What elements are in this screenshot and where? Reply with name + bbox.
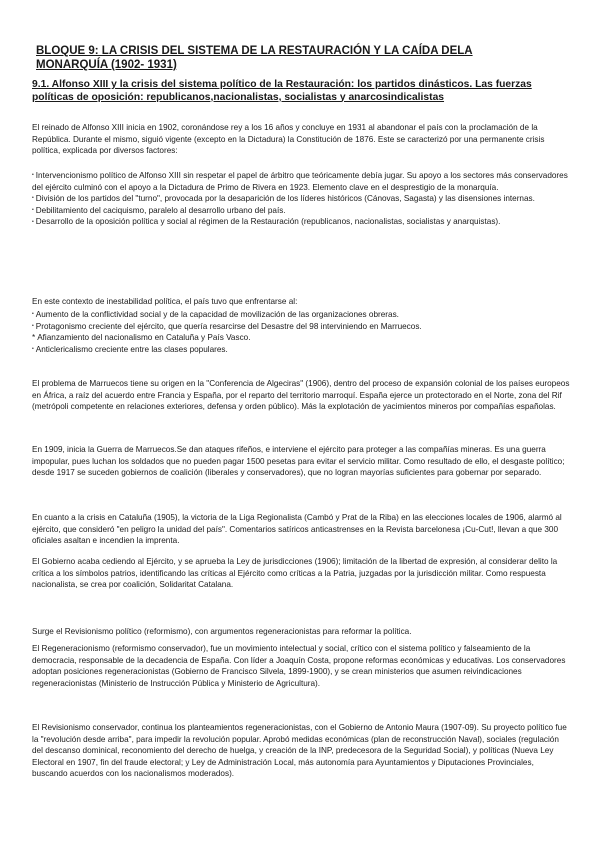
factors-list	[32, 170, 570, 228]
context-list	[32, 309, 570, 355]
factor-item: • Desarrollo de la oposición política y social al régimen de la Restauración (republicanos, nacionalistas, socialistas y anarquistas).	[32, 216, 570, 228]
cataluna-paragraph: En cuanto a la crisis en Cataluña (1905), la victoria de la Liga Regionalista (Cambó y Prat de la Riba) en las elecciones locales de 1906, alarmó al ejército, que consideró "en peligro la unidad del país". Comentarios satíricos anticastrenses en la Revista barcelonesa ¡Cu-Cut!, llevan a que 300 oficiales asaltan e incendien la imprenta.	[32, 513, 562, 546]
factor-item: • Debilitamiento del caciquismo, paralelo al desarrollo urbano del país.	[32, 205, 570, 217]
context-item: • Protagonismo creciente del ejército, que quería resarcirse del Desastre del 98 interviniendo en Marruecos.	[32, 321, 570, 333]
gobierno-paragraph: El Gobierno acaba cediendo al Ejército, y se aprueba la Ley de jurisdicciones (1906); limitación de la libertad de expresión, al considerar delito la crítica a los símbolos patrios, identificando las críticas al Ejército como críticas a la Patria, juzgadas por la jurisdicción militar. Como respuesta nacionalista, se crea por coalición, Solidaritat Catalana.	[32, 557, 558, 590]
guerra-paragraph: En 1909, inicia la Guerra de Marruecos.Se dan ataques rifeños, e interviene el ejército para proteger a las compañías mineras. Es una guerra impopular, pues luchan los soldados que no pueden pagar 1500 pesetas para evitar el servicio militar. Como resultado de ello, el desgaste político; desde 1917 se suceden gobiernos de coalición (liberales y conservadores), que no logran mayorías suficientes para gobernar por separado.	[32, 445, 565, 478]
context-item: • Anticlericalismo creciente entre las clases populares.	[32, 344, 570, 356]
section-heading: 9.1. Alfonso XIII y la crisis del sistema político de la Restauración: los partidos dinásticos. Las fuerzas políticas de oposición: republicanos,nacionalistas, socialistas y anarcosindicalistas	[32, 79, 532, 103]
marruecos-paragraph: El problema de Marruecos tiene su origen en la "Conferencia de Algeciras" (1906), dentro del proceso de expansión colonial de los países europeos en África, a raíz del acuerdo entre Francia y España, por el reparto del territorio marroquí. España ejerce un protectorado en el Norte, zona del Rif (metrópoli competente en relaciones exteriores, defensa y orden público). Más la explotación de yacimientos mineros por compañías españolas.	[32, 379, 570, 412]
revisionismo-paragraph: Surge el Revisionismo político (reformismo), con argumentos regeneracionistas para reformar la política.	[32, 627, 412, 636]
factor-item: • Intervencionismo político de Alfonso XIII sin respetar el papel de árbitro que teóricamente debía jugar. Su apoyo a los sectores más conservadores del ejército culminó con el apoyo a la Dictadura de Primo de Rivera en 1923. Elemento clave en el desprestigio de la monarquía.	[32, 170, 570, 193]
context-item: • Aumento de la conflictividad social y de la capacidad de movilización de las organizaciones obreras.	[32, 309, 570, 321]
intro-paragraph: El reinado de Alfonso XIII inicia en 1902, coronándose rey a los 16 años y concluye en 1931 al abandonar el país con la proclamación de la República. Durante el mismo, siguió vigente (excepto en la Dictadura) la Constitución de 1876. Este se caracterizó por una permanente crisis política, explicada por diversos factores:	[32, 123, 545, 156]
document-title: BLOQUE 9: LA CRISIS DEL SISTEMA DE LA RESTAURACIÓN Y LA CAÍDA DELA MONARQUÍA (1902- 1931)	[36, 45, 473, 71]
factor-item: • División de los partidos del "turno", provocada por la desaparición de los líderes históricos (Cánovas, Sagasta) y las disensiones internas.	[32, 193, 570, 205]
context-item: * Afianzamiento del nacionalismo en Cataluña y País Vasco.	[32, 332, 570, 344]
conservador-paragraph: El Revisionismo conservador, continua los planteamientos regeneracionistas, con el Gobierno de Antonio Maura (1907-09). Su proyecto político fue la "revolución desde arriba", para impedir la revolución popular. Aprobó medidas económicas (plan de reconstrucción Naval), sociales (regulación del descanso dominical, reconomiento del derecho de huelga, y creación de la INP, predecesora de la Seguridad Social), y políticas (Nueva Ley Electoral en 1907, fin del fraude electoral; y Ley de Administración Local, más autonomía para Ayuntamientos y Diputaciones Provinciales, buscando acuerdos con los nacionalismos moderados).	[32, 723, 567, 779]
regeneracionismo-paragraph: El Regeneracionismo (reformismo conservador), fue un movimiento intelectual y social, crítico con el sistema político y falseamiento de la democracia, responsable de la decadencia de España. Con líder a Joaquín Costa, propone reformas económicas y educativas. Los conservadores adoptan posiciones regeneracionistas (Gobierno de Francisco Silvela, 1899-1900), y se crean ministerios que asumen reivindicaciones regeneracionistas (Ministerio de Instrucción Pública y Ministerio de Agricultura).	[32, 644, 566, 688]
context-intro: En este contexto de inestabilidad política, el país tuvo que enfrentarse al:	[32, 297, 298, 306]
